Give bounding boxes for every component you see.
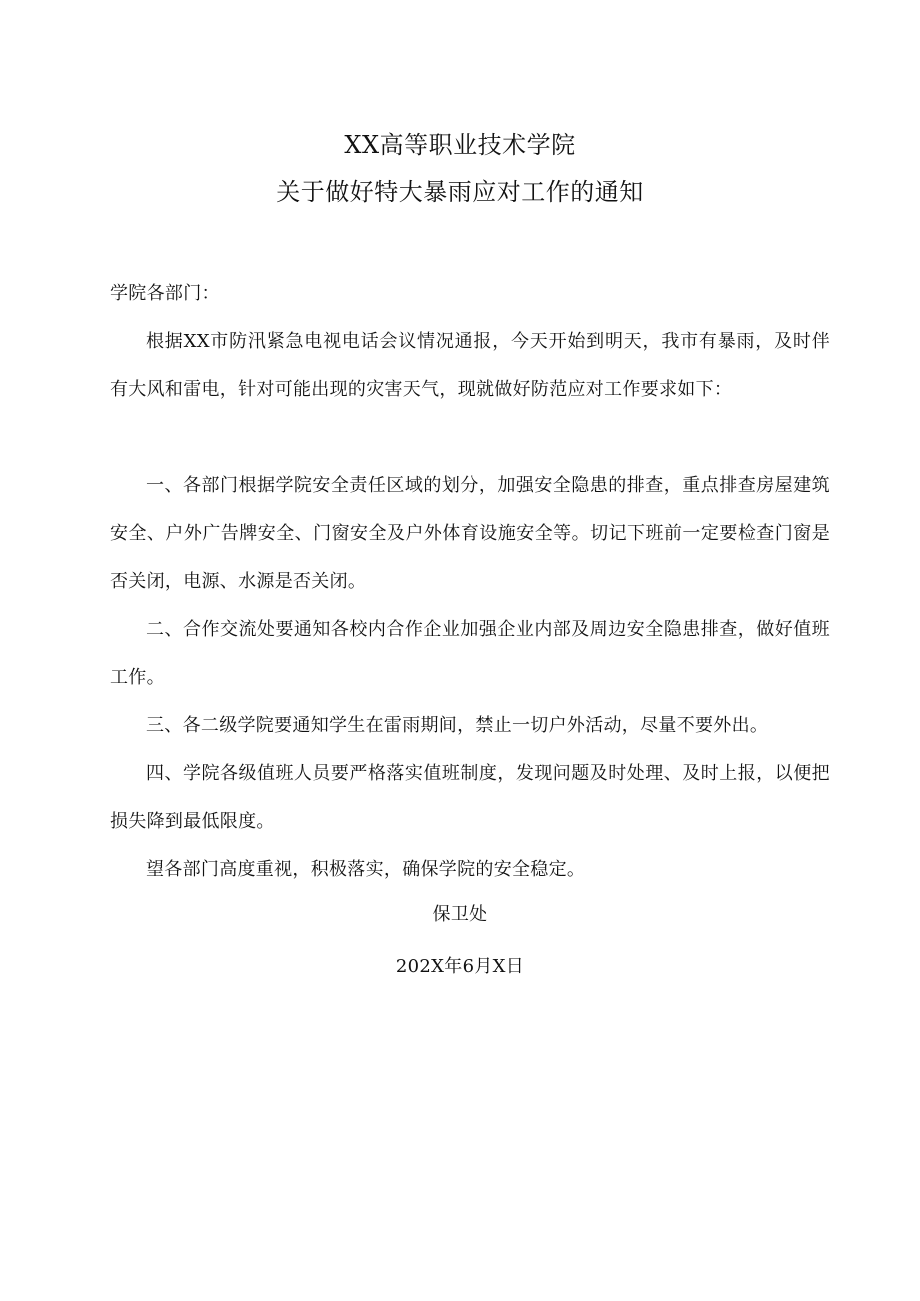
- salutation: 学院各部门：: [110, 283, 220, 304]
- signature-date: 202X年6月X日: [395, 956, 525, 977]
- paragraph-item-1: 一、各部门根据学院安全责任区域的划分，加强安全隐患的排查，重点排查房屋建筑安全、户外广告牌安全、门窗安全及户外体育设施安全等。切记下班前一定要检查门窗是否关闭，电源、水源是否关闭。: [110, 475, 830, 592]
- paragraph-closing: 望各部门高度重视，积极落实，确保学院的安全稳定。: [146, 859, 586, 880]
- paragraph-item-2: 二、合作交流处要通知各校内合作企业加强企业内部及周边安全隐患排查，做好值班工作。: [110, 619, 830, 688]
- paragraph-item-3: 三、各二级学院要通知学生在雷雨期间，禁止一切户外活动，尽量不要外出。: [146, 715, 769, 736]
- notice-title: 关于做好特大暴雨应对工作的通知: [276, 178, 644, 206]
- signature-department: 保卫处: [432, 904, 488, 925]
- institution-title: XX高等职业技术学院: [344, 131, 576, 159]
- paragraph-intro: 根据XX市防汛紧急电视电话会议情况通报，今天开始到明天，我市有暴雨，及时伴有大风和雷电，针对可能出现的灾害天气，现就做好防范应对工作要求如下：: [110, 331, 830, 400]
- paragraph-item-4: 四、学院各级值班人员要严格落实值班制度，发现问题及时处理、及时上报，以便把损失降到最低限度。: [110, 763, 830, 832]
